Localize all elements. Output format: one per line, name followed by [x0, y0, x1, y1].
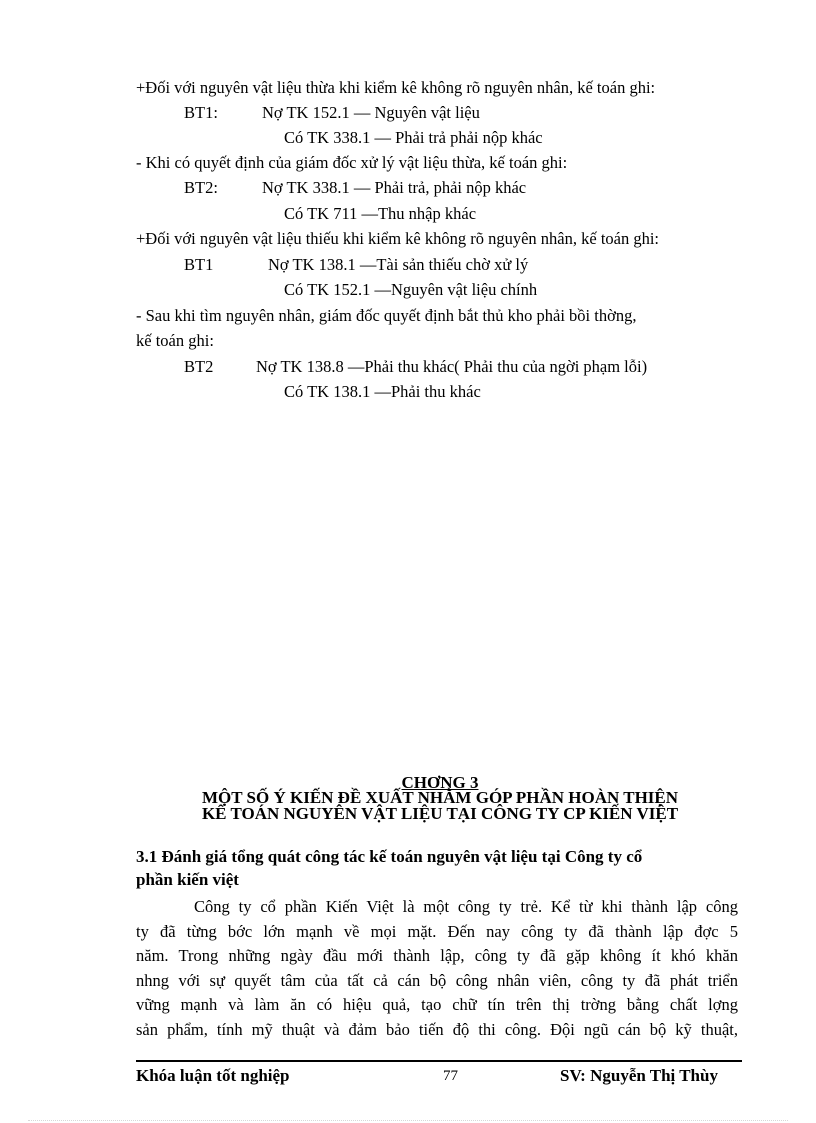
- paragraph-line: vững mạnh và làm ăn có hiệu quả, tạo chữ tín trên thị trờng bằng chất lợng: [136, 995, 738, 1015]
- section-heading: phần kiến việt: [136, 870, 239, 889]
- paragraph-line: Công ty cổ phần Kiến Việt là một công ty trẻ. Kể từ khi thành lập công: [194, 897, 738, 916]
- body-paragraph: [136, 895, 738, 1043]
- paragraph-line: năm. Trong những ngày đầu mới thành lập, công ty đã gặp không ít khó khăn: [136, 946, 738, 966]
- debit-line: Nợ TK 152.1 — Nguyên vật liệu: [262, 103, 480, 122]
- text-line: kế toán ghi:: [136, 331, 214, 350]
- paragraph-line: ty đã từng bớc lớn mạnh về mọi mặt. Đến nay công ty đã thành lập đợc 5: [136, 921, 738, 941]
- debit-line: Nợ TK 138.1 —Tài sản thiếu chờ xử lý: [268, 255, 529, 274]
- page-edge-divider: [28, 1120, 788, 1121]
- text-line: +Đối với nguyên vật liệu thiếu khi kiểm kê không rõ nguyên nhân, kế toán ghi:: [136, 229, 660, 248]
- credit-line: Có TK 338.1 — Phải trả phải nộp khác: [284, 128, 543, 147]
- section-heading: 3.1 Đánh giá tổng quát công tác kế toán nguyên vật liệu tại Công ty cổ: [136, 847, 643, 866]
- paragraph-line: sản phẩm, tính mỹ thuật và đảm bảo tiến độ thi công. Đội ngũ cán bộ kỹ thuật,: [136, 1019, 738, 1039]
- page-number: 77: [443, 1068, 458, 1084]
- text-line: - Sau khi tìm nguyên nhân, giám đốc quyết định bắt thủ kho phải bồi thờng,: [136, 306, 637, 325]
- entry-label: BT1: [184, 255, 214, 274]
- chapter-title-line1: MỘT SỐ Ý KIẾN ĐỀ XUẤT NHẰM GÓP PHẦN HOÀN THIỆN: [201, 788, 679, 807]
- entry-label: BT2:: [184, 178, 218, 197]
- entry-label: BT2: [184, 357, 214, 376]
- text-line: +Đối với nguyên vật liệu thừa khi kiểm kê không rõ nguyên nhân, kế toán ghi:: [136, 78, 656, 97]
- footer-right: SV: Nguyễn Thị Thùy: [560, 1066, 718, 1085]
- footer-rule: [136, 1060, 742, 1062]
- debit-line: Nợ TK 138.8 —Phải thu khác( Phải thu của ngời phạm lỗi): [256, 357, 648, 376]
- footer-left: Khóa luận tốt nghiệp: [136, 1066, 290, 1085]
- chapter-title-line2: KẾ TOÁN NGUYÊN VẬT LIỆU TẠI CÔNG TY CP KIẾN VIỆT: [201, 804, 679, 823]
- credit-line: Có TK 152.1 —Nguyên vật liệu chính: [284, 280, 538, 299]
- chapter-label: CHƠNG 3: [401, 773, 479, 792]
- text-line: - Khi có quyết định của giám đốc xử lý vật liệu thừa, kế toán ghi:: [136, 153, 568, 172]
- entry-label: BT1:: [184, 103, 218, 122]
- credit-line: Có TK 138.1 —Phải thu khác: [284, 382, 481, 401]
- paragraph-line: nhng với sự quyết tâm của tất cả cán bộ công nhân viên, công ty đã phát triển: [136, 970, 738, 990]
- credit-line: Có TK 711 —Thu nhập khác: [284, 204, 477, 223]
- debit-line: Nợ TK 338.1 — Phải trả, phải nộp khác: [262, 178, 527, 197]
